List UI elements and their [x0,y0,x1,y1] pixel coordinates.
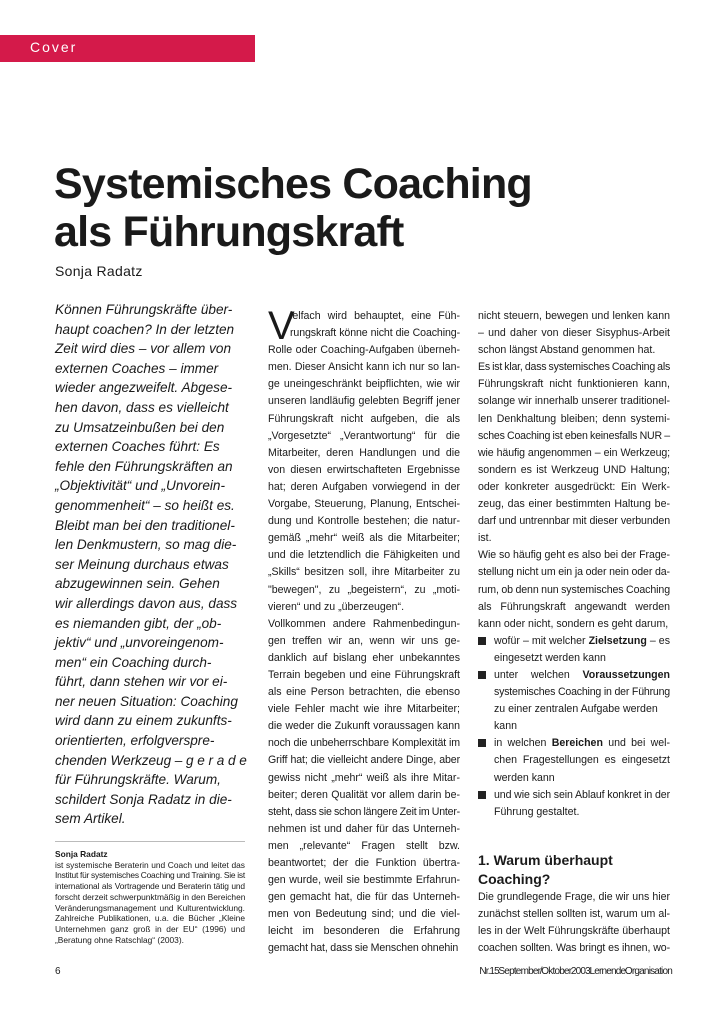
text-line: beiter; deren Qualität vor allem darin be- [268,788,460,801]
text-line [494,650,670,667]
text-line: men „relevante“ Fragen stellt bzw. [268,839,460,852]
bio-line: Zahlreiche Publikationen, u.a. die Bücher „Kleine [55,913,245,924]
page-number: 6 [55,966,61,977]
text-line [494,667,670,684]
bio-line: Unternehmen ganz groß in der EU“ (1996) und [55,923,245,934]
intro-line: genommenheit“ – so heißt es. [55,497,235,513]
text-line: Griff hat; die vielleicht andere Dinge, aber [268,754,460,767]
text-line: gemacht hat, dass sie Menschen ohnehin [268,942,459,955]
text-line: dung und Kontrolle bestehen; die natur- [268,515,460,528]
text-line: leicht im besonderen die Erfahrung [268,925,460,938]
text-line: die weder die Zukunft voraussagen kann [268,720,460,733]
paragraph [268,304,460,616]
text-line: „Skills“ besitzen soll, ihre Mitarbeiter zu [268,566,460,579]
emphasis: Bereichen [551,737,603,750]
intro-line: wieder angezweifelt. Abgese- [55,380,233,396]
text-line: sondern es ist Werkzeug UND Haltung; [478,463,670,476]
text-line [494,770,670,787]
intro-line: schildert Sonja Radatz in die- [55,791,232,807]
intro-line: zu Umsatzeinbußen bei den [55,419,225,435]
text-line: men von Bedeutung sind; und die viel- [268,908,460,921]
intro-line: men“ ein Coaching durch- [55,654,212,670]
text-line: – und daher von dieser Sisyphus-Arbeit [478,327,670,340]
heading-line: 1. Warum überhaupt [478,851,613,868]
intro-line: ser Meinung durchaus etwas [55,556,229,572]
text-line: kann oder nicht, sondern es geht darum, [478,617,669,630]
text-line: Es ist klar, dass systemisches Coaching als [478,361,671,374]
list-item [478,735,670,786]
text-line [494,701,670,718]
intro-line: jektiv“ und „unvoreingenom- [55,635,224,651]
intro-line: orientierten, erfolgverspre- [55,733,215,749]
text-line: ge uneingeschränkt beipflichten, wie wir [268,378,460,391]
text-line: Rolle oder Coaching-Aufgaben überneh- [268,344,460,357]
intro-line: externen Coaches – immer [55,360,219,376]
text: wofür – mit welcher [494,634,589,647]
intro-line: hen davon, dass es vielleicht [55,399,229,415]
text-line: Die grundlegende Frage, die wir uns hier [478,890,670,903]
text-line: danklich auf bislang eher unbekanntes [268,651,460,664]
text-line: Mitarbeiter, deren Handlungen und die [268,446,460,459]
paragraph [478,308,670,359]
text-line: stellung nicht um ein ja oder nein oder da- [478,566,670,579]
text-line [494,684,670,701]
text-line: solange wir innerhalb unserer traditionel- [478,395,670,408]
text-line: steht, dass sie schon längere Zeit im Unter- [268,805,460,818]
text-line: zunächst stellen sollten ist, warum um al- [478,907,670,920]
square-bullet-icon [478,739,486,747]
body-column-2 [268,304,460,958]
body-column-3 [478,308,670,957]
bio-line: ist systemische Beraterin und Coach und leitet das [55,859,245,870]
square-bullet-icon [478,637,486,645]
text-line: Wie so häufig geht es also bei der Frage- [478,549,670,562]
text-line: Führungskraft nicht funktionieren kann, [478,378,670,391]
text-line [494,752,670,769]
text-line: schon längst Abstand genommen hat. [478,344,656,357]
intro-line: len Denkmustern, so mag die- [55,537,237,553]
text-line: len Denkhaltung bleiben; denn systemi- [478,412,670,425]
author-bio [55,849,245,945]
paragraph [478,547,670,632]
section-banner [0,35,255,62]
text-line: vieren“ und zu „überzeugen“. [268,600,405,613]
text-line: oder konkreter ausgedrückt: Ein Werk- [478,480,670,493]
text: – es [646,634,670,647]
text-line: von diesen erwirtschafteten Ergebnisse [268,463,460,476]
intro-line: ner neuen Situation: Coaching [55,693,238,709]
divider [55,841,245,842]
intro-line: „Objektivität“ und „Unvorein- [55,478,225,494]
text-line: darf und untrennbar mit dieser verbunden [478,515,670,528]
text: und bei wel- [602,737,671,750]
text: systemisches Coaching in der Führung [494,686,670,699]
text-line [494,735,670,752]
text-line: gen wurde, weil sie bestimmte Erfahrun- [268,874,460,887]
text: unter welchen [494,668,583,681]
heading-line: Coaching? [478,870,551,887]
emphasis: Voraussetzungen [582,668,670,681]
intro-line: haupt coachen? In der letzten [55,321,235,337]
paragraph [268,616,460,958]
text-line: hat; deren Aufgaben vorwiegend in der [268,480,460,493]
text-line [494,804,670,821]
text-line: men. Dieser Ansicht kann ich nur so lan- [268,361,460,374]
intro-line: führt, dann stehen wir vor ei- [55,674,228,690]
text-line: zeug, das einer bestimmten Haltung be- [478,498,670,511]
text: kann [494,720,517,733]
paragraph [478,359,670,547]
text-line: gewiss nicht „mehr“ weiß als ihre Mitar- [268,771,460,784]
text: und wie sich sein Ablauf konkret in der [494,788,670,801]
text-line: rungskraft könne nicht die Coaching- [290,327,460,340]
text-line: Führungskraft nicht aufgeben, die als [268,412,460,425]
text-line: nehmen ist und daher für das Unterneh- [268,822,460,835]
bio-line: Institut für systemisches Coaching und Training. Sie ist [55,870,245,881]
bio-name: Sonja Radatz [55,849,108,859]
author-byline: Sonja Radatz [55,263,143,279]
text-line: und die letztendlich die Fähigkeiten und [268,549,460,562]
bio-line: Veränderungsmanagement und Kulturentwicklung. [55,902,245,913]
intro-line: abzugewinnen sein. Gehen [55,576,220,592]
intro-line: fehle den Führungskräften an [55,458,233,474]
issue-footer: Nr. 15 September / Oktober 2003 Lernende Organisation [479,966,672,977]
text-line [494,633,670,650]
list-item [478,787,670,821]
text-line: ielfach wird behauptet, eine Füh- [290,310,460,322]
section-label: Cover [30,39,78,55]
intro-line: wir allerdings davon aus, dass [55,595,238,611]
text: eingesetzt werden kann [494,651,606,664]
intro-line: es niemanden gibt, der „ob- [55,615,222,631]
text-line: sches Coaching ist eben keinesfalls NUR – [478,429,670,442]
intro-line: Zeit wird dies – vor allem von [55,341,232,357]
text-line: viele Fehler macht wie ihre Mitarbeiter; [268,703,460,716]
bio-line: forscht derzeit schwerpunktmäßig in den Bereichen [55,891,246,902]
text-line: coachen sollten. Was bringt es ihnen, wo- [478,942,670,955]
intro-line: wird dann zu einem zukunfts- [55,713,232,729]
intro-line: für Führungskräfte. Warum, [55,772,221,788]
intro-line: sem Artikel. [55,811,126,827]
text-line: Terrain begeben und eine Führungskraft [268,668,460,681]
text-line: „Vorgesetzte“ „Verantwortung“ für die [268,429,460,442]
intro-line: chenden Werkzeug – g e r a d e [55,752,247,768]
intro-line: externen Coaches führt: Es [55,439,220,455]
text-line: les in der Welt Führungskräfte überhaupt [478,925,670,937]
text-line: unseren landläufig gelebten Begriff jener [268,395,460,408]
text-line [494,787,670,804]
text-line: Vorgabe, Steuerung, Planung, Entschei- [268,498,460,511]
text-line: als eine Person betrachten, die ebenso [268,686,460,699]
text: Führung gestaltet. [494,805,580,818]
text: chen Fragestellungen es eingesetzt [494,754,670,767]
text-line: gen treffen wir an, wenn wir uns ge- [268,634,460,647]
text-line [494,718,670,735]
text-line: beantwortet; der die Funktion übertra- [268,857,460,869]
text-line: wie häufig angenommen – ein Werkzeug; [478,446,670,459]
bullet-list [478,633,670,821]
square-bullet-icon [478,791,486,799]
text-line: nicht steuern, bewegen und lenken kann [478,310,670,322]
bio-line: „Beratung ohne Ratschlag“ (2003). [55,934,184,945]
intro-lead [55,300,247,829]
square-bullet-icon [478,671,486,679]
text-line: gen gemacht hat, die für das Unterneh- [268,891,460,904]
text-line: ist. [478,532,492,545]
title-line: Systemisches Coaching [54,160,532,208]
list-item [478,633,670,667]
bio-line: international als Vortragende und Beraterin tätig und [55,881,245,892]
text-line: noch die unbeherrschbare Komplexität im [268,737,460,750]
intro-line: Bleibt man bei den traditionel- [55,517,235,533]
text: werden kann [494,771,555,784]
text-line: "bewegen", zu „begeistern“, zu „moti- [268,583,460,596]
text-line: Vollkommen andere Rahmenbedingun- [268,617,460,630]
intro-line: Können Führungskräfte über- [55,302,233,317]
list-item [478,667,670,735]
article-title [54,160,532,256]
emphasis: Zielsetzung [588,634,647,647]
text-line: gemäß „mehr“ weiß als die Mitarbeiter; [268,532,460,545]
section-heading [478,851,670,889]
text-line: als Führungskraft angewandt werden [478,600,670,613]
text: in welchen [494,737,552,750]
text: zu einer zentralen Aufgabe werden [494,703,658,716]
title-line: als Führungskraft [54,208,404,256]
paragraph [478,889,670,957]
text-line: rum, ob denn nun systemisches Coaching [478,583,670,596]
drop-cap: V [268,304,295,348]
